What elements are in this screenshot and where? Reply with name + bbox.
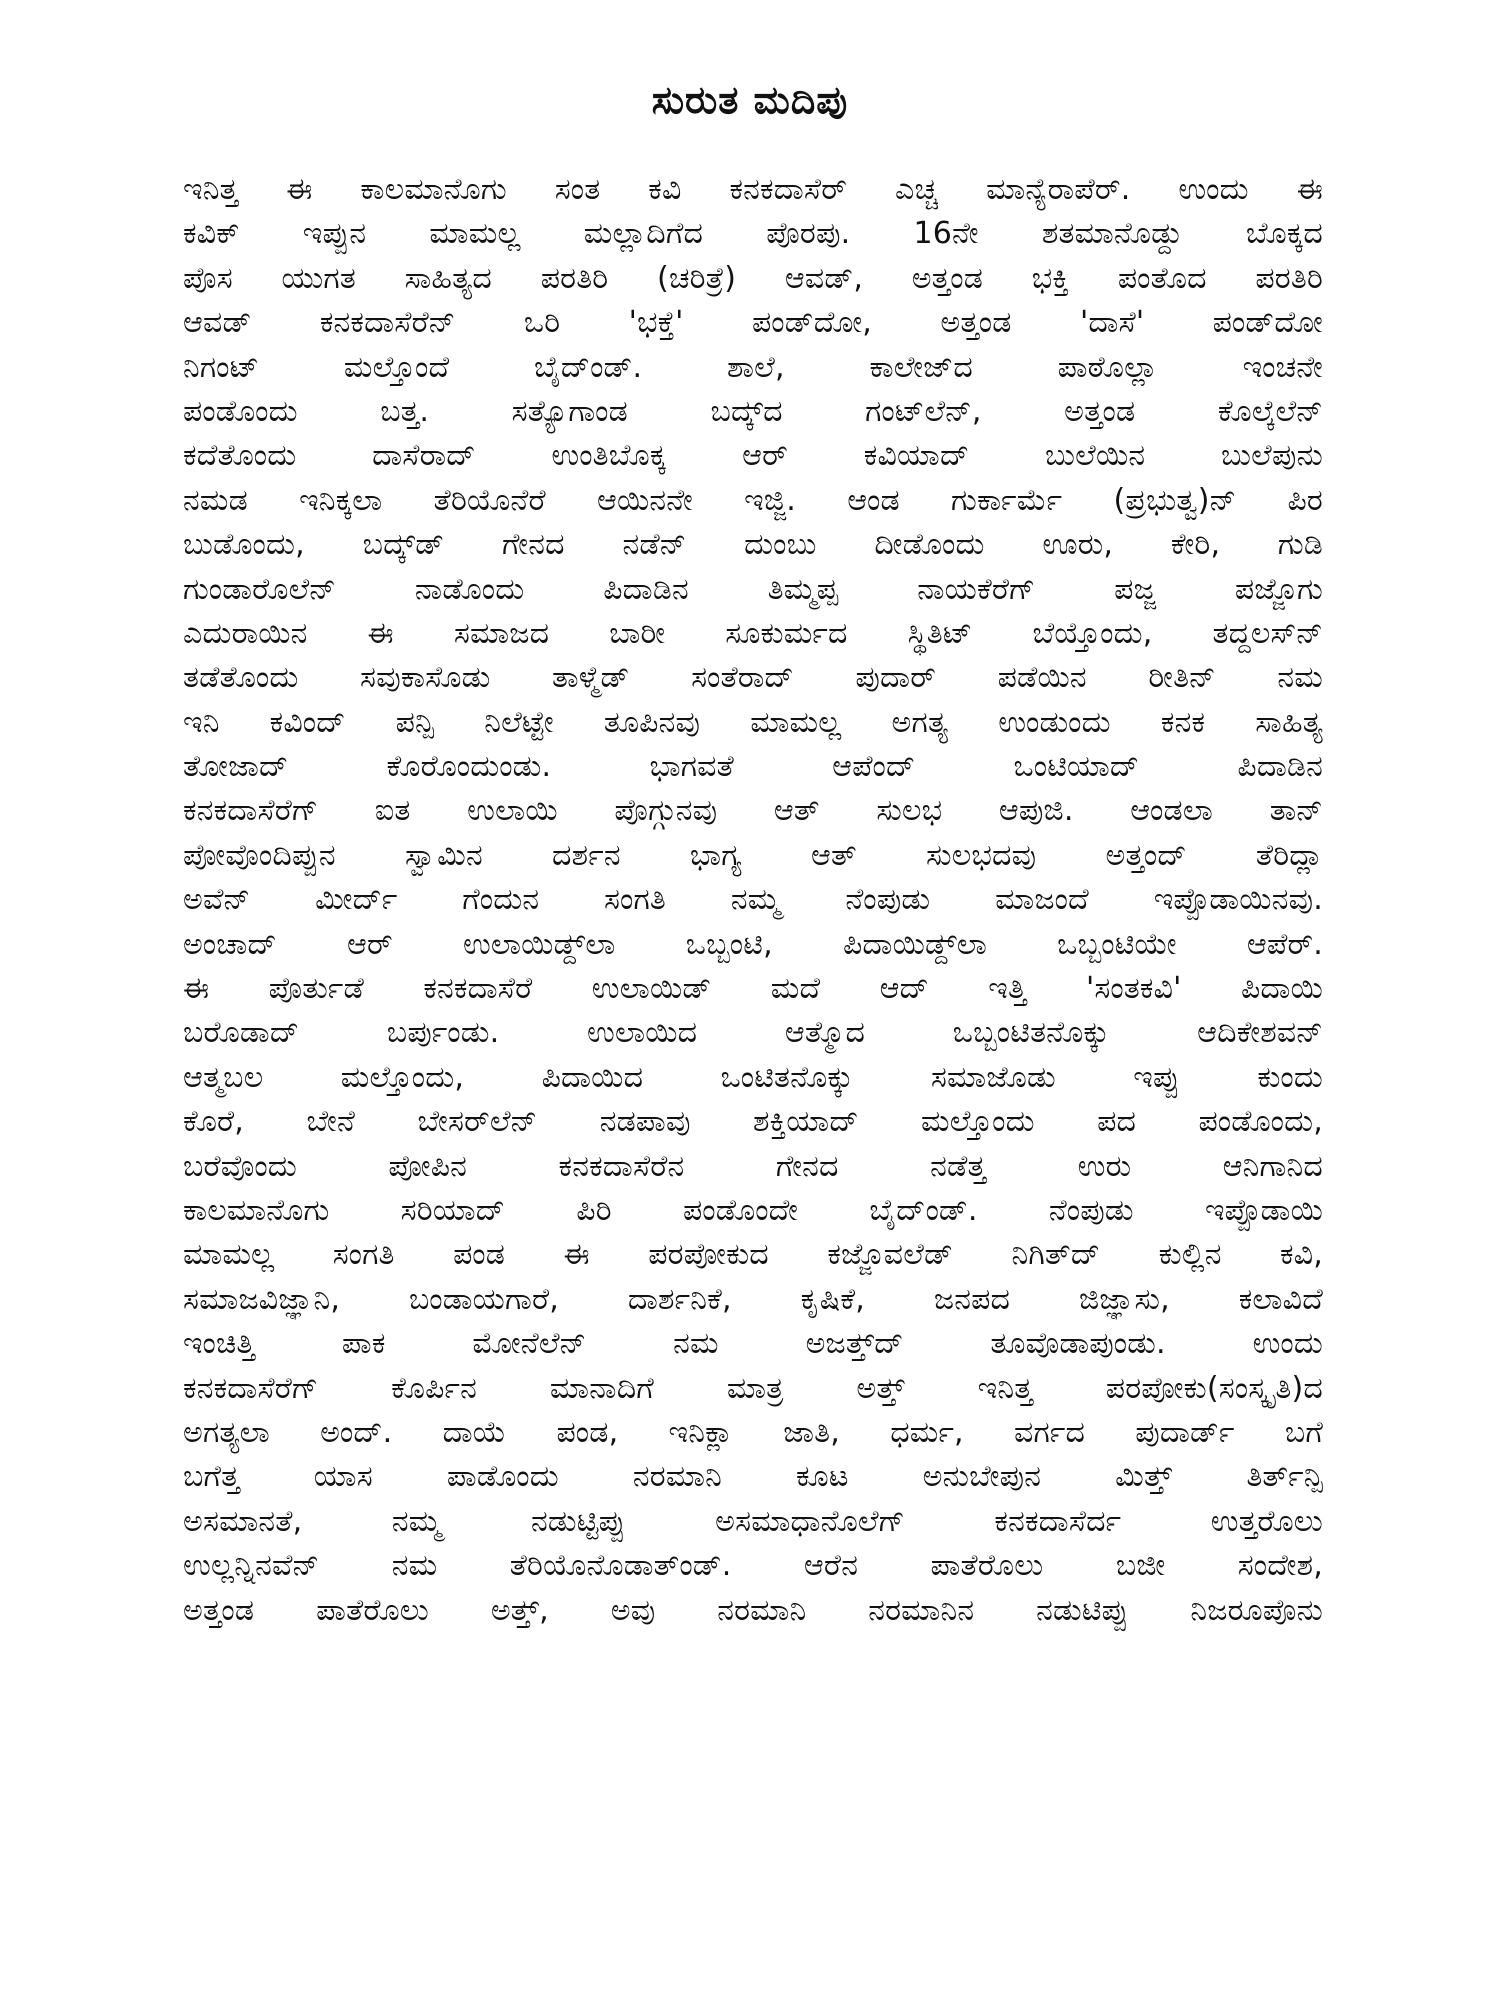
text-line: ಬರೊಡಾದ್ ಬರ್ಪುಂಡು. ಉಲಾಯಿದ ಆತ್ಮೊದ ಒಬ್ಬಂಟಿತನೊಕ್ಕು ಆದಿಕೇಶವನ್ (183, 1015, 1323, 1051)
text-line: ಕನಕದಾಸೆರೆಗ್ ಐತ ಉಲಾಯಿ ಪೊಗ್ಗುನವು ಆತ್ ಸುಲಭ ಆಪುಜಿ. ಆಂಡಲಾ ತಾನ್ (183, 793, 1323, 829)
text-line: ಈ ಪೊರ್ತುಡೆ ಕನಕದಾಸೆರೆ ಉಲಾಯಿಡ್ ಮದೆ ಆದ್ ಇತ್ತಿ 'ಸಂತಕವಿ' ಪಿದಾಯಿ (183, 971, 1323, 1007)
text-line: ತೋಜಾದ್ ಕೊರೊಂದುಂಡು. ಭಾಗವತೆ ಆಪೆಂದ್ ಒಂಟಿಯಾದ್ ಪಿದಾಡಿನ (183, 749, 1323, 785)
text-line: ಕಾಲಮಾನೊಗು ಸರಿಯಾದ್ ಪಿರಿ ಪಂಡೊಂದೇ ಬೈದ್‌ಂಡ್. ನೆಂಪುಡು ಇಪ್ಪೊಡಾಯಿ (183, 1192, 1323, 1228)
text-line: ಪಂಡೊಂದು ಬತ್ತ. ಸತ್ಯೊಗಾಂಡ ಬದ್ಕ್‌ದ ಗಂಟ್‌ಲೆನ್, ಅತ್ತಂಡ ಕೊಲ್ಕೆಲೆನ್ (183, 393, 1323, 429)
text-line: ಪೋವೊಂದಿಪ್ಪುನ ಸ್ವಾಮಿನ ದರ್ಶನ ಭಾಗ್ಯ ಆತ್ ಸುಲಭದವು ಅತ್ತಂದ್ ತೆರಿದ್ಲಾ (183, 837, 1323, 873)
text-line: ಇನಿತ್ತ ಈ ಕಾಲಮಾನೊಗು ಸಂತ ಕವಿ ಕನಕದಾಸೆರ್ ಎಚ್ಚ ಮಾನ್ಯೆರಾಪೆರ್. ಉಂದು ಈ (183, 172, 1323, 207)
body-paragraph (183, 168, 1323, 1633)
text-line: ಇನಿ ಕವಿಂದ್ ಪನ್ಪಿ ನಿಲೆಟ್ಟೇ ತೂಪಿನವು ಮಾಮಲ್ಲ ಅಗತ್ಯ ಉಂಡುಂದು ಕನಕ ಸಾಹಿತ್ಯ (183, 704, 1323, 740)
text-line: ಅತ್ತಂಡ ಪಾತೆರೊಲು ಅತ್ತ್, ಅವು ನರಮಾನಿ ನರಮಾನಿನ ನಡುಟಿಪ್ಪು ನಿಜರೂಪೊನು (183, 1592, 1323, 1628)
text-line: ಬರೆವೊಂದು ಪೋಪಿನ ಕನಕದಾಸೆರೆನ ಗೇನದ ನಡೆತ್ತ ಉರು ಆನಿಗಾನಿದ (183, 1148, 1323, 1184)
text-line: ಬುಡೊಂದು, ಬದ್ಕ್‌ಡ್ ಗೇನದ ನಡೆನ್ ದುಂಬು ದೀಡೊಂದು ಊರು, ಕೇರಿ, ಗುಡಿ (183, 527, 1323, 563)
text-line: ಪೊಸ ಯುಗತ ಸಾಹಿತ್ಯದ ಪರತಿರಿ (ಚರಿತ್ರೆ) ಆವಡ್, ಅತ್ತಂಡ ಭಕ್ತಿ ಪಂತೊದ ಪರತಿರಿ (183, 260, 1323, 296)
text-line: ಕನಕದಾಸೆರೆಗ್ ಕೊರ್ಪಿನ ಮಾನಾದಿಗೆ ಮಾತ್ರ ಅತ್ತ್ ಇನಿತ್ತ ಪರಪೋಕು(ಸಂಸ್ಕೃತಿ)ದ (183, 1370, 1323, 1406)
text-line: ಗುಂಡಾರೊಲೆನ್ ನಾಡೊಂದು ಪಿದಾಡಿನ ತಿಮ್ಮಪ್ಪ ನಾಯಕೆರೆಗ್ ಪಜ್ಜ ಪಜ್ಜೊಗು (183, 571, 1323, 607)
text-line: ಎದುರಾಯಿನ ಈ ಸಮಾಜದ ಬಾರೀ ಸೂಕುರ್ಮದ ಸ್ಥಿತಿಟ್ ಬೆಯ್ತೊಂದು, ತದ್ದಲಸ್‌ನ್ (183, 615, 1323, 651)
text-line: ಅಗತ್ಯಲಾ ಅಂದ್. ದಾಯೆ ಪಂಡ, ಇನಿಕ್ಲಾ ಜಾತಿ, ಧರ್ಮ, ವರ್ಗದ ಪುದಾರ್ಡ್ ಬಗೆ (183, 1414, 1323, 1450)
text-line: ಬಗೆತ್ತ ಯಾಸ ಪಾಡೊಂದು ನರಮಾನಿ ಕೂಟ ಅನುಬೇಪುನ ಮಿತ್ತ್ ತಿರ್ತ್‌ನ್ಪಿ (183, 1459, 1323, 1495)
text-line: ಆತ್ಮಬಲ ಮಲ್ತೊಂದು, ಪಿದಾಯಿದ ಒಂಟಿತನೊಕ್ಕು ಸಮಾಜೊಡು ಇಪ್ಪು ಕುಂದು (183, 1059, 1323, 1095)
text-line: ಕವಿಕ್ ಇಪ್ಪುನ ಮಾಮಲ್ಲ ಮಲ್ಲಾದಿಗೆದ ಪೊರಪು. 16ನೇ ಶತಮಾನೊಡ್ದು ಬೊಕ್ಕದ (183, 216, 1323, 252)
text-line: ಉಲ್ಲನ್ನಿನವೆನ್ ನಮ ತೆರಿಯೊನೊಡಾತ್‌ಂಡ್. ಆರೆನ ಪಾತೆರೊಲು ಬಜೀ ಸಂದೇಶ, (183, 1548, 1323, 1584)
text-line: ಆವಡ್ ಕನಕದಾಸೆರೆನ್ ಒರಿ 'ಭಕ್ತೆ' ಪಂಡ್‌ದೋ, ಅತ್ತಂಡ 'ದಾಸೆ' ಪಂಡ್‌ದೋ (183, 305, 1323, 341)
text-line: ಅಂಚಾದ್ ಆರ್ ಉಲಾಯಿಡ್ದ್‌ಲಾ ಒಬ್ಬಂಟಿ, ಪಿದಾಯಿಡ್ದ್‌ಲಾ ಒಬ್ಬಂಟಿಯೇ ಆಪೆರ್. (183, 926, 1323, 962)
text-line: ಅವೆನ್ ಮೀರ್ದ್ ಗೆಂದುನ ಸಂಗತಿ ನಮ್ಮ ನೆಂಪುಡು ಮಾಜಂದೆ ಇಪ್ಪೊಡಾಯಿನವು. (183, 882, 1323, 918)
page-title: ಸುರುತ ಮದಿಪು (651, 78, 849, 122)
text-line: ನಮಡ ಇನಿಕ್ಕಲಾ ತೆರಿಯೊನೆರೆ ಆಯಿನನೇ ಇಜ್ಜಿ. ಆಂಡ ಗುರ್ಕಾರ್ಮೆ (ಪ್ರಭುತ್ವ)ನ್ ಪಿರ (183, 482, 1323, 518)
text-line: ಕೊರೆ, ಬೇನೆ ಬೇಸರ್‌ಲೆನ್ ನಡಪಾವು ಶಕ್ತಿಯಾದ್ ಮಲ್ತೊಂದು ಪದ ಪಂಡೊಂದು, (183, 1104, 1323, 1140)
text-line: ಅಸಮಾನತೆ, ನಮ್ಮ ನಡುಟ್ಟಿಪ್ಪು ಅಸಮಾಧಾನೊಲೆಗ್ ಕನಕದಾಸೆರ್ದ ಉತ್ತರೊಲು (183, 1503, 1323, 1539)
text-line: ತಡೆತೊಂದು ಸವುಕಾಸೊಡು ತಾಳ್ಮೆಡ್ ಸಂತೆರಾದ್ ಪುದಾರ್ ಪಡೆಯಿನ ರೀತಿನ್ ನಮ (183, 660, 1323, 696)
text-line: ಮಾಮಲ್ಲ ಸಂಗತಿ ಪಂಡ ಈ ಪರಪೋಕುದ ಕಜ್ಜೊವಲೆಡ್ ನಿಗಿತ್‌ದ್ ಕುಲ್ಲಿನ ಕವಿ, (183, 1237, 1323, 1273)
text-line: ಕದೆತೊಂದು ದಾಸೆರಾದ್ ಉಂತಿಬೊಕ್ಕ ಆರ್ ಕವಿಯಾದ್ ಬುಲೆಯಿನ ಬುಲೆಪುನು (183, 438, 1323, 474)
text-line: ನಿಗಂಟ್ ಮಲ್ತೊಂದೆ ಬೈದ್‌ಂಡ್. ಶಾಲೆ, ಕಾಲೇಜ್‌ದ ಪಾಠೊಲ್ಲಾ ಇಂಚನೇ (183, 349, 1323, 385)
text-line: ಇಂಚಿತ್ತಿ ಪಾಕ ಮೋನೆಲೆನ್ ನಮ ಅಜತ್ತ್‌ದ್ ತೂವೊಡಾಪುಂಡು. ಉಂದು (183, 1326, 1323, 1362)
text-line: ಸಮಾಜವಿಜ್ಞಾನಿ, ಬಂಡಾಯಗಾರೆ, ದಾರ್ಶನಿಕೆ, ಕೃಷಿಕೆ, ಜನಪದ ಜಿಜ್ಞಾಸು, ಕಲಾವಿದೆ (183, 1281, 1323, 1317)
